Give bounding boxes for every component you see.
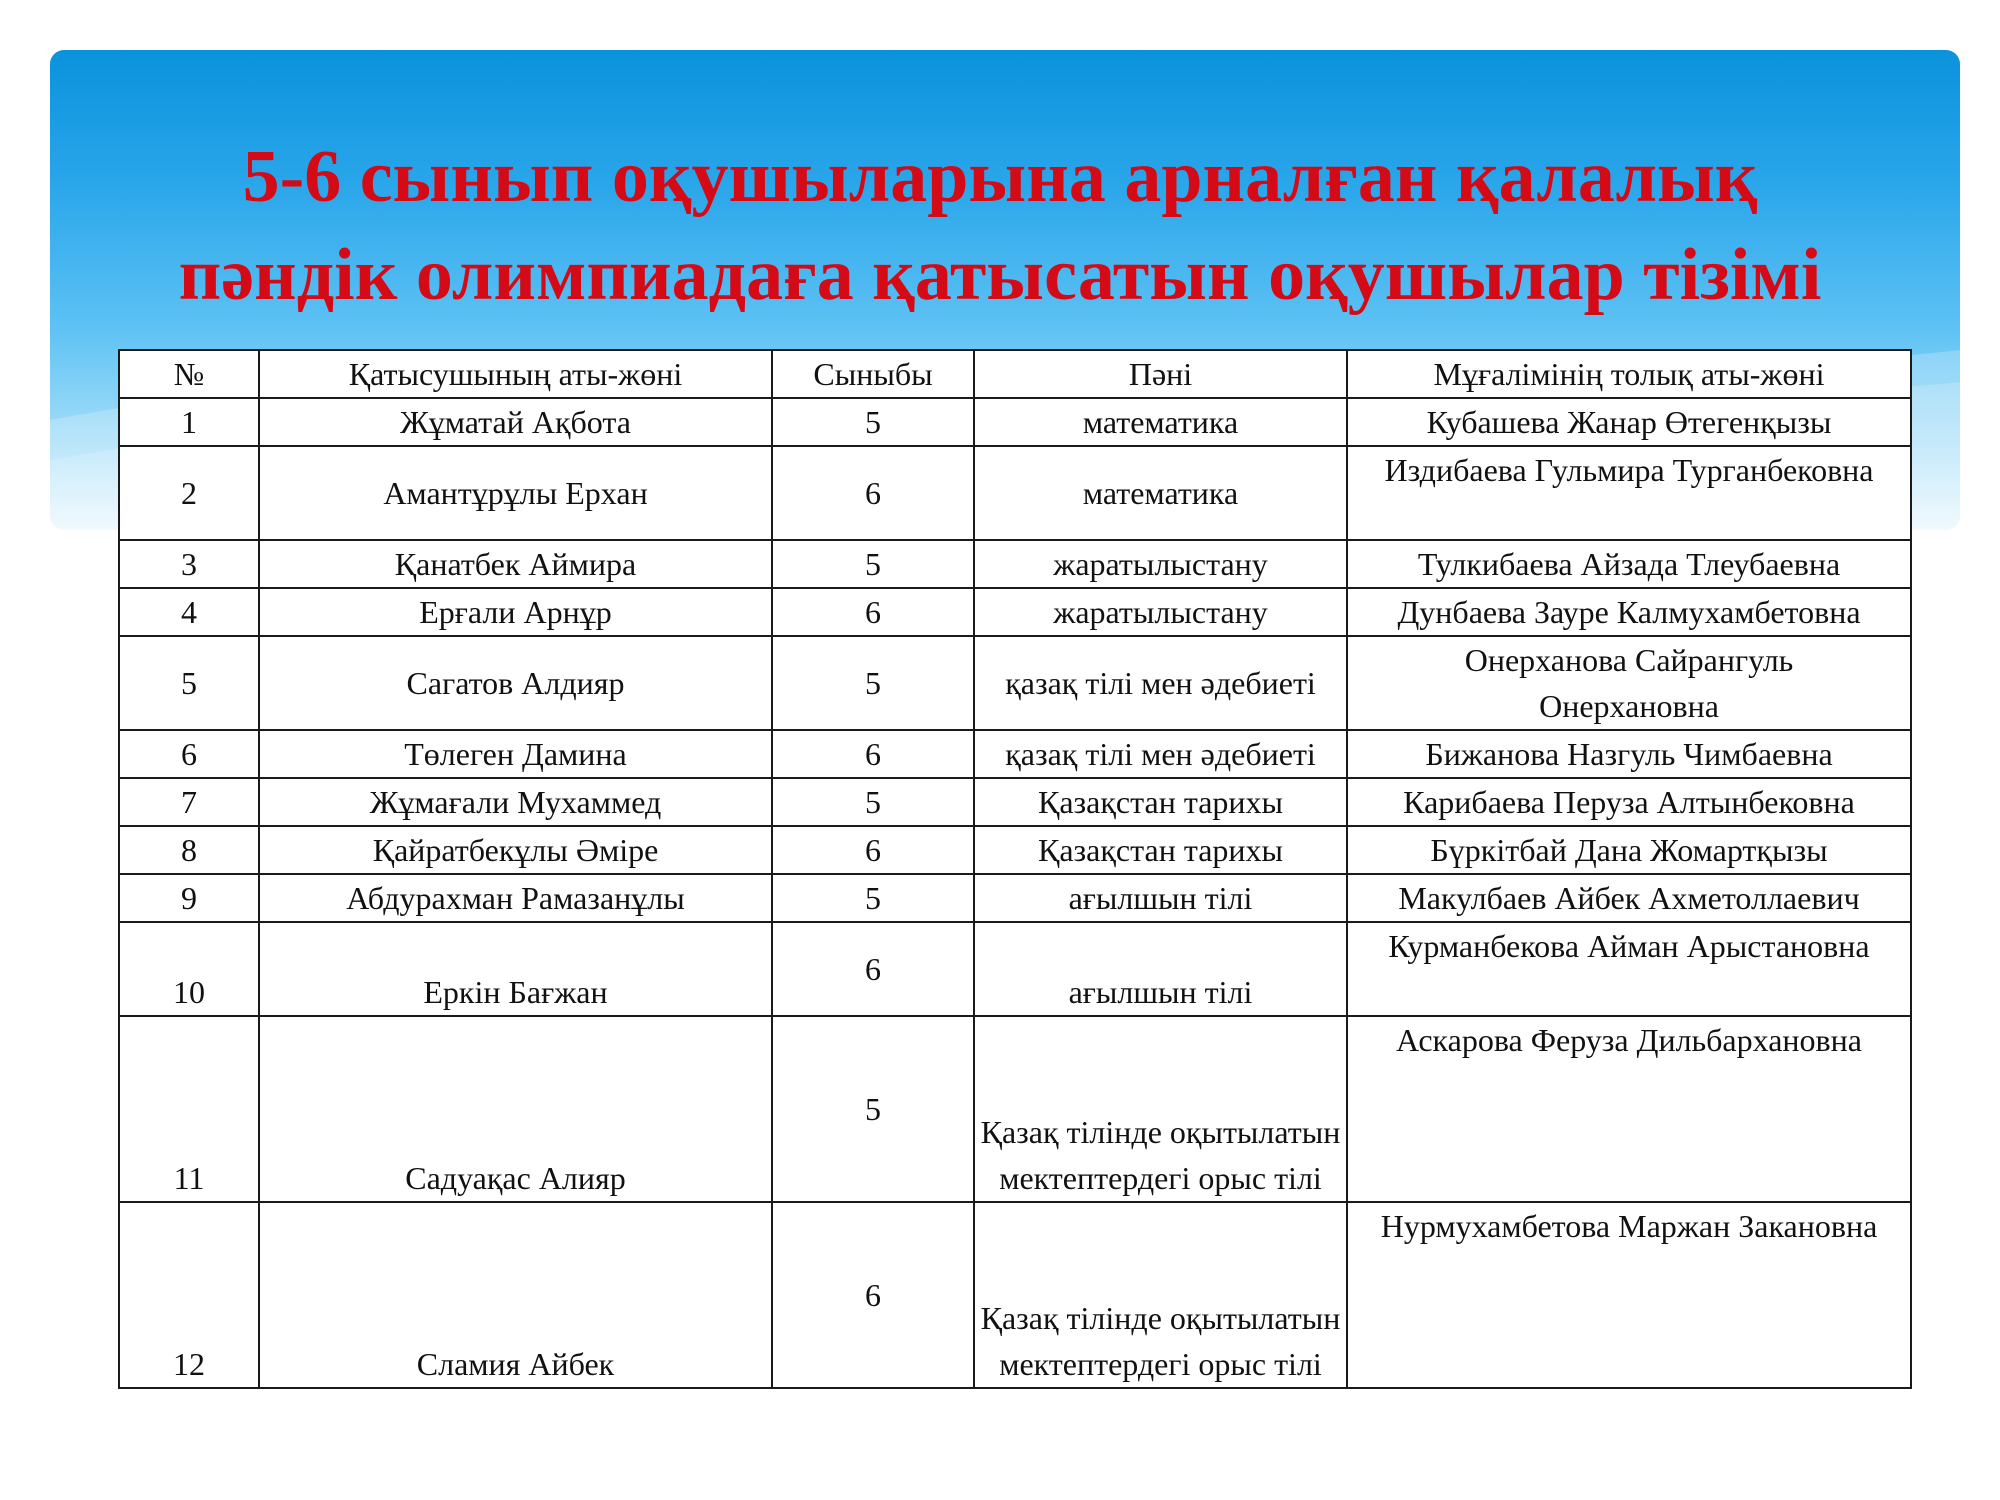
cell-grade: 5 (772, 540, 974, 588)
header-subject: Пәні (974, 350, 1347, 398)
cell-grade: 6 (772, 730, 974, 778)
cell-teacher-name: Онерханова Сайрангуль Онерхановна (1347, 636, 1911, 730)
cell-subject: математика (974, 398, 1347, 446)
cell-subject: ағылшын тілі (974, 922, 1347, 1016)
table-row (119, 778, 1911, 826)
cell-grade: 6 (772, 826, 974, 874)
table-row (119, 1016, 1911, 1202)
table-row (119, 1202, 1911, 1388)
cell-subject: жаратылыстану (974, 540, 1347, 588)
header-teacher-name: Мұғалімінің толық аты-жөні (1347, 350, 1911, 398)
cell-grade: 5 (772, 636, 974, 730)
cell-participant-name: Төлеген Дамина (259, 730, 772, 778)
cell-participant-name: Сагатов Алдияр (259, 636, 772, 730)
participants-table (118, 349, 1912, 1389)
cell-number: 6 (119, 730, 259, 778)
table-row (119, 874, 1911, 922)
cell-grade: 6 (772, 588, 974, 636)
cell-number: 3 (119, 540, 259, 588)
cell-teacher-name: Бижанова Назгуль Чимбаевна (1347, 730, 1911, 778)
cell-subject: жаратылыстану (974, 588, 1347, 636)
table-row (119, 922, 1911, 1016)
cell-subject: қазақ тілі мен әдебиеті (974, 730, 1347, 778)
cell-subject: Қазақ тілінде оқытылатын мектептердегі орыс тілі (974, 1202, 1347, 1388)
cell-grade: 5 (772, 874, 974, 922)
cell-subject: қазақ тілі мен әдебиеті (974, 636, 1347, 730)
slide-title-line-1: 5-6 сынып оқушыларына арналған қалалық (242, 136, 1758, 218)
table-row (119, 588, 1911, 636)
cell-participant-name: Қайратбекұлы Әміре (259, 826, 772, 874)
cell-teacher-name: Дунбаева Зауре Калмухамбетовна (1347, 588, 1911, 636)
cell-number: 4 (119, 588, 259, 636)
cell-number: 12 (119, 1202, 259, 1388)
cell-participant-name: Жұматай Ақбота (259, 398, 772, 446)
table-header-row (119, 350, 1911, 398)
cell-number: 8 (119, 826, 259, 874)
participants-table-container (118, 349, 1910, 1389)
cell-teacher-name: Курманбекова Айман Арыстановна (1347, 922, 1911, 1016)
table-row (119, 540, 1911, 588)
cell-number: 1 (119, 398, 259, 446)
cell-teacher-name: Бүркітбай Дана Жомартқызы (1347, 826, 1911, 874)
cell-teacher-name: Издибаева Гульмира Турганбековна (1347, 446, 1911, 540)
cell-teacher-name: Аскарова Феруза Дильбархановна (1347, 1016, 1911, 1202)
table-row (119, 826, 1911, 874)
table-row (119, 636, 1911, 730)
cell-participant-name: Жұмағали Мухаммед (259, 778, 772, 826)
header-participant-name: Қатысушының аты-жөні (259, 350, 772, 398)
cell-teacher-name: Нурмухамбетова Маржан Закановна (1347, 1202, 1911, 1388)
cell-teacher-name: Макулбаев Айбек Ахметоллаевич (1347, 874, 1911, 922)
cell-teacher-name: Тулкибаева Айзада Тлеубаевна (1347, 540, 1911, 588)
cell-number: 2 (119, 446, 259, 540)
cell-grade: 5 (772, 398, 974, 446)
slide-title-line-2: пәндік олимпиадаға қатысатын оқушылар тізімі (178, 234, 1822, 316)
cell-number: 11 (119, 1016, 259, 1202)
header-grade: Сыныбы (772, 350, 974, 398)
cell-grade: 6 (772, 1202, 974, 1388)
cell-teacher-name: Кубашева Жанар Өтегенқызы (1347, 398, 1911, 446)
cell-participant-name: Ерғали Арнұр (259, 588, 772, 636)
cell-participant-name: Еркін Бағжан (259, 922, 772, 1016)
cell-participant-name: Садуақас Алияр (259, 1016, 772, 1202)
cell-participant-name: Қанатбек Аймира (259, 540, 772, 588)
cell-subject: ағылшын тілі (974, 874, 1347, 922)
cell-participant-name: Сламия Айбек (259, 1202, 772, 1388)
cell-grade: 6 (772, 922, 974, 1016)
cell-participant-name: Абдурахман Рамазанұлы (259, 874, 772, 922)
cell-number: 7 (119, 778, 259, 826)
cell-number: 9 (119, 874, 259, 922)
cell-number: 10 (119, 922, 259, 1016)
cell-subject: Қазақстан тарихы (974, 826, 1347, 874)
cell-subject: Қазақстан тарихы (974, 778, 1347, 826)
cell-teacher-name: Карибаева Перуза Алтынбековна (1347, 778, 1911, 826)
cell-subject: математика (974, 446, 1347, 540)
cell-subject: Қазақ тілінде оқытылатын мектептердегі орыс тілі (974, 1016, 1347, 1202)
header-number: № (119, 350, 259, 398)
cell-number: 5 (119, 636, 259, 730)
cell-participant-name: Амантұрұлы Ерхан (259, 446, 772, 540)
cell-grade: 6 (772, 446, 974, 540)
cell-grade: 5 (772, 1016, 974, 1202)
table-row (119, 446, 1911, 540)
cell-grade: 5 (772, 778, 974, 826)
slide-title (80, 128, 1920, 324)
table-row (119, 730, 1911, 778)
table-row (119, 398, 1911, 446)
